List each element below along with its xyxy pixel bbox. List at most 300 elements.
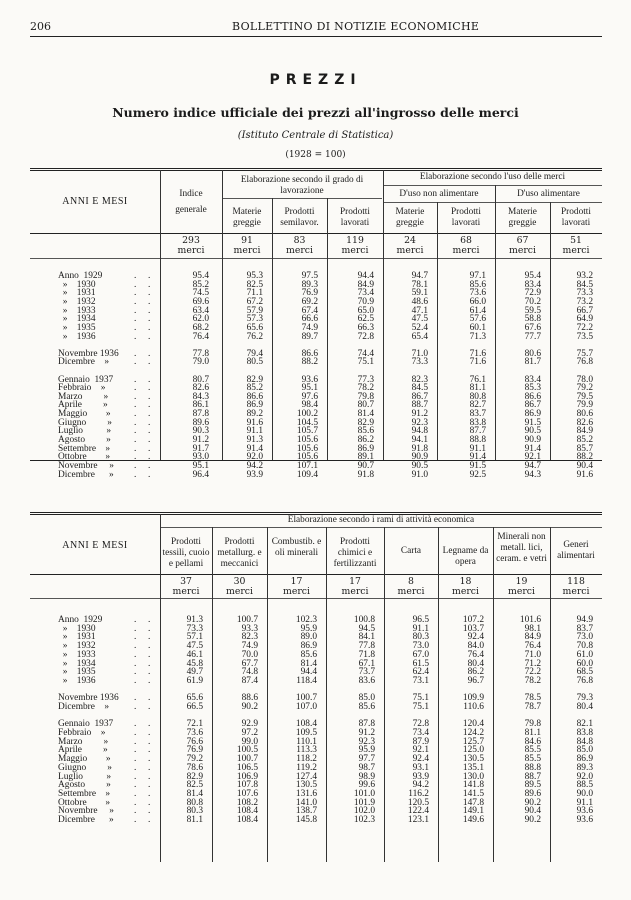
row-leader-dot: . xyxy=(134,623,137,634)
row-leader-dot: . xyxy=(148,615,151,625)
row-label: » 1933 xyxy=(58,305,96,316)
cell-value: 65.0 xyxy=(357,305,374,316)
cell-value: 100.2 xyxy=(296,409,318,420)
cell-value: 71.6 xyxy=(469,357,486,368)
non-food-header: D'uso non alimentare xyxy=(399,189,479,199)
cell-value: 79.8 xyxy=(357,391,374,402)
cell-value: 110.1 xyxy=(296,736,317,747)
cell-value: 88.5 xyxy=(576,780,593,791)
row-label: Ottobre » xyxy=(58,797,111,808)
row-leader-dot: . xyxy=(148,667,151,678)
cell-value: 91.3 xyxy=(186,615,203,625)
cell-value: 90.2 xyxy=(524,797,541,808)
row-leader-dot: . xyxy=(134,271,137,281)
cell-value: 57.3 xyxy=(246,314,263,325)
row-leader-dot: . xyxy=(148,676,151,687)
cell-value: 76.9 xyxy=(186,745,203,756)
cell-value: 75.1 xyxy=(412,693,429,704)
cell-value: 82.3 xyxy=(411,374,428,385)
table-row xyxy=(0,288,631,297)
column-header: Prodotti metallurg. e meccanici xyxy=(217,537,262,569)
row-leader-dot: . xyxy=(134,701,137,712)
cell-value: 130.5 xyxy=(462,754,484,765)
merci-label: merci xyxy=(508,586,535,597)
cell-value: 149.6 xyxy=(462,815,484,826)
merci-label: merci xyxy=(452,245,480,256)
column-header: Prodotti tessili, cuoio e pellami xyxy=(162,537,210,569)
cell-value: 98.9 xyxy=(358,771,375,782)
column-header: Carta xyxy=(400,546,422,556)
cell-value: 130.5 xyxy=(295,780,317,791)
cell-value: 84.9 xyxy=(524,632,541,643)
cell-value: 87.8 xyxy=(192,409,209,420)
cell-value: 84.9 xyxy=(576,426,593,437)
cell-value: 80.6 xyxy=(576,409,593,420)
cell-value: 80.4 xyxy=(576,701,593,712)
cell-value: 91.0 xyxy=(411,469,428,480)
cell-value: 57.1 xyxy=(186,632,203,643)
cell-value: 85.7 xyxy=(576,443,593,454)
cell-value: 101.6 xyxy=(519,615,541,625)
cell-value: 97.1 xyxy=(469,271,486,281)
cell-value: 90.4 xyxy=(576,461,593,471)
cell-value: 52.4 xyxy=(411,322,428,333)
cell-value: 96.7 xyxy=(467,676,484,687)
cell-value: 97.6 xyxy=(301,391,318,402)
source-note: (Istituto Centrale di Statistica) xyxy=(237,130,394,141)
merci-count: 30 xyxy=(233,576,246,587)
merci-label: merci xyxy=(172,586,200,597)
row-leader-dot: . xyxy=(148,649,151,660)
cell-value: 84.0 xyxy=(467,641,484,652)
cell-value: 97.5 xyxy=(301,271,318,281)
column-header: Minerali non metall. lici, ceram. e vetri xyxy=(496,532,547,564)
cell-value: 91.8 xyxy=(357,469,374,480)
cell-value: 70.9 xyxy=(357,296,374,307)
cell-value: 85.2 xyxy=(576,435,593,446)
cell-value: 90.2 xyxy=(524,815,541,826)
cell-value: 83.4 xyxy=(524,374,541,385)
row-label-header: ANNI E MESI xyxy=(62,540,128,551)
cell-value: 73.3 xyxy=(411,357,428,368)
cell-value: 92.9 xyxy=(241,719,258,730)
row-leader-dot: . xyxy=(148,745,151,756)
row-leader-dot: . xyxy=(148,314,151,325)
row-leader-dot: . xyxy=(134,797,137,808)
cell-value: 80.3 xyxy=(186,806,203,817)
cell-value: 90.4 xyxy=(524,806,541,817)
section-title: PREZZI xyxy=(269,72,362,88)
cell-value: 78.7 xyxy=(524,701,541,712)
processing-group-header: Elaborazione secondo il grado di lavorazione xyxy=(240,175,364,196)
cell-value: 72.9 xyxy=(524,288,541,299)
row-leader-dot: . xyxy=(134,736,137,747)
merci-label: merci xyxy=(562,586,590,597)
cell-value: 65.4 xyxy=(411,331,428,342)
cell-value: 85.2 xyxy=(246,383,263,394)
table-row xyxy=(0,676,631,685)
row-leader-dot: . xyxy=(148,271,151,281)
row-leader-dot: . xyxy=(148,461,151,471)
cell-value: 80.6 xyxy=(524,348,541,359)
cell-value: 70.8 xyxy=(576,641,593,652)
row-leader-dot: . xyxy=(148,417,151,428)
cell-value: 65.6 xyxy=(246,322,263,333)
cell-value: 88.8 xyxy=(469,435,486,446)
cell-value: 91.4 xyxy=(246,443,263,454)
row-leader-dot: . xyxy=(134,745,137,756)
cell-value: 109.4 xyxy=(296,469,318,480)
cell-value: 90.9 xyxy=(524,435,541,446)
row-leader-dot: . xyxy=(134,658,137,669)
column-header: Materie greggie xyxy=(395,207,425,228)
row-leader-dot: . xyxy=(134,727,137,738)
cell-value: 78.6 xyxy=(186,762,203,773)
row-label: Dicembre » xyxy=(58,469,114,480)
cell-value: 92.1 xyxy=(524,452,541,463)
cell-value: 71.6 xyxy=(469,348,486,359)
cell-value: 61.9 xyxy=(186,676,203,687)
cell-value: 78.1 xyxy=(411,279,428,290)
cell-value: 131.6 xyxy=(295,788,317,799)
cell-value: 73.4 xyxy=(357,288,374,299)
cell-value: 73.0 xyxy=(576,632,593,643)
row-leader-dot: . xyxy=(148,719,151,730)
row-label: » 1931 xyxy=(58,288,96,299)
table-row xyxy=(0,349,631,358)
cell-value: 75.1 xyxy=(412,701,429,712)
row-label: » 1936 xyxy=(58,331,96,342)
cell-value: 88.8 xyxy=(524,762,541,773)
cell-value: 108.4 xyxy=(236,806,258,817)
row-leader-dot: . xyxy=(134,788,137,799)
table-row xyxy=(0,772,631,781)
row-leader-dot: . xyxy=(148,771,151,782)
cell-value: 78.5 xyxy=(524,693,541,704)
cell-value: 86.9 xyxy=(524,409,541,420)
cell-value: 74.5 xyxy=(192,288,209,299)
cell-value: 93.9 xyxy=(412,771,429,782)
cell-value: 108.4 xyxy=(236,815,258,826)
cell-value: 77.7 xyxy=(524,331,541,342)
table-row xyxy=(0,659,631,668)
cell-value: 85.5 xyxy=(524,754,541,765)
row-leader-dot: . xyxy=(134,400,137,411)
row-label: » 1935 xyxy=(58,667,96,678)
cell-value: 85.2 xyxy=(192,279,209,290)
cell-value: 102.3 xyxy=(295,615,317,625)
cell-value: 92.4 xyxy=(412,754,429,765)
table-row xyxy=(0,745,631,754)
cell-value: 103.7 xyxy=(462,623,484,634)
row-label: Gennaio 1937 xyxy=(58,374,114,385)
cell-value: 62.5 xyxy=(357,314,374,325)
cell-value: 83.7 xyxy=(469,409,486,420)
cell-value: 118.4 xyxy=(296,676,317,687)
cell-value: 76.8 xyxy=(576,676,593,687)
cell-value: 92.5 xyxy=(469,469,486,480)
cell-value: 89.1 xyxy=(357,452,374,463)
row-leader-dot: . xyxy=(134,615,137,625)
cell-value: 91.2 xyxy=(411,409,428,420)
cell-value: 93.6 xyxy=(576,806,593,817)
column-header: Prodotti lavorati xyxy=(561,207,591,228)
use-group-header: Elaborazione secondo l'uso delle merci xyxy=(419,172,566,182)
table-row xyxy=(0,693,631,702)
cell-value: 58.8 xyxy=(524,314,541,325)
table-row xyxy=(0,798,631,807)
cell-value: 73.3 xyxy=(576,288,593,299)
cell-value: 73.4 xyxy=(412,727,429,738)
row-label: Giugno » xyxy=(58,417,112,428)
cell-value: 107.0 xyxy=(295,701,317,712)
cell-value: 70.2 xyxy=(524,296,541,307)
cell-value: 61.4 xyxy=(469,305,486,316)
cell-value: 46.1 xyxy=(186,649,203,660)
cell-value: 116.2 xyxy=(408,788,429,799)
cell-value: 74.4 xyxy=(357,348,374,359)
cell-value: 88.6 xyxy=(241,693,258,704)
cell-value: 82.6 xyxy=(576,417,593,428)
cell-value: 85.6 xyxy=(300,649,317,660)
cell-value: 57.9 xyxy=(246,305,263,316)
merci-count: 83 xyxy=(293,235,306,246)
cell-value: 94.2 xyxy=(246,461,263,471)
row-leader-dot: . xyxy=(148,357,151,368)
cell-value: 89.2 xyxy=(246,409,263,420)
merci-count: 119 xyxy=(346,235,364,246)
row-leader-dot: . xyxy=(148,815,151,826)
row-leader-dot: . xyxy=(134,469,137,480)
table-row xyxy=(0,435,631,444)
cell-value: 48.6 xyxy=(411,296,428,307)
cell-value: 84.6 xyxy=(524,736,541,747)
row-label: Ottobre » xyxy=(58,452,111,463)
row-leader-dot: . xyxy=(134,754,137,765)
cell-value: 82.5 xyxy=(186,780,203,791)
cell-value: 57.6 xyxy=(469,314,486,325)
cell-value: 84.8 xyxy=(576,736,593,747)
row-leader-dot: . xyxy=(134,409,137,420)
cell-value: 87.9 xyxy=(412,736,429,747)
cell-value: 96.5 xyxy=(412,615,429,625)
cell-value: 80.7 xyxy=(192,374,209,385)
cell-value: 80.5 xyxy=(246,357,263,368)
cell-value: 66.3 xyxy=(357,322,374,333)
cell-value: 73.2 xyxy=(576,296,593,307)
cell-value: 72.8 xyxy=(357,331,374,342)
cell-value: 86.9 xyxy=(576,754,593,765)
merci-count: 67 xyxy=(516,235,529,246)
row-leader-dot: . xyxy=(148,435,151,446)
table-row xyxy=(0,763,631,772)
row-leader-dot: . xyxy=(148,322,151,333)
cell-value: 67.7 xyxy=(241,658,258,669)
table-row xyxy=(0,789,631,798)
cell-value: 79.3 xyxy=(576,693,593,704)
cell-value: 86.6 xyxy=(246,391,263,402)
cell-value: 83.8 xyxy=(576,727,593,738)
cell-value: 107.2 xyxy=(462,615,484,625)
cell-value: 71.0 xyxy=(524,649,541,660)
row-leader-dot: . xyxy=(148,443,151,454)
row-leader-dot: . xyxy=(134,632,137,643)
cell-value: 81.1 xyxy=(469,383,486,394)
cell-value: 78.2 xyxy=(357,383,374,394)
cell-value: 71.1 xyxy=(246,288,263,299)
cell-value: 73.6 xyxy=(469,288,486,299)
row-label: » 1930 xyxy=(58,279,96,290)
cell-value: 86.2 xyxy=(357,435,374,446)
row-label: Novembre 1936 xyxy=(58,348,119,359)
cell-value: 108.4 xyxy=(295,719,317,730)
merci-label: merci xyxy=(286,245,313,256)
cell-value: 47.5 xyxy=(186,641,203,652)
cell-value: 86.9 xyxy=(300,641,317,652)
row-label: Aprile » xyxy=(58,400,108,411)
cell-value: 80.4 xyxy=(467,658,484,669)
cell-value: 100.5 xyxy=(236,745,258,756)
cell-value: 67.2 xyxy=(246,296,263,307)
cell-value: 71.2 xyxy=(524,658,541,669)
row-leader-dot: . xyxy=(148,693,151,704)
row-leader-dot: . xyxy=(134,719,137,730)
cell-value: 100.7 xyxy=(236,754,258,765)
cell-value: 105.6 xyxy=(296,435,318,446)
cell-value: 82.5 xyxy=(246,279,263,290)
cell-value: 109.9 xyxy=(462,693,484,704)
cell-value: 79.5 xyxy=(576,391,593,402)
cell-value: 84.1 xyxy=(358,632,375,643)
cell-value: 91.8 xyxy=(411,443,428,454)
row-label: Agosto » xyxy=(58,780,111,791)
cell-value: 113.3 xyxy=(296,745,317,756)
table-row xyxy=(0,641,631,650)
cell-value: 76.6 xyxy=(186,736,203,747)
cell-value: 85.6 xyxy=(358,701,375,712)
table-row xyxy=(0,426,631,435)
row-leader-dot: . xyxy=(134,357,137,368)
cell-value: 87.4 xyxy=(241,676,258,687)
cell-value: 93.0 xyxy=(192,452,209,463)
row-leader-dot: . xyxy=(148,296,151,307)
row-leader-dot: . xyxy=(148,762,151,773)
row-leader-dot: . xyxy=(148,727,151,738)
row-label: Maggio » xyxy=(58,409,111,420)
cell-value: 107.8 xyxy=(236,780,258,791)
row-label: Maggio » xyxy=(58,754,111,765)
row-leader-dot: . xyxy=(134,348,137,359)
cell-value: 68.2 xyxy=(192,322,209,333)
cell-value: 91.6 xyxy=(576,469,593,480)
row-leader-dot: . xyxy=(148,331,151,342)
cell-value: 88.2 xyxy=(301,357,318,368)
cell-value: 85.0 xyxy=(576,745,593,756)
table-row xyxy=(0,306,631,315)
row-leader-dot: . xyxy=(148,632,151,643)
cell-value: 87.7 xyxy=(469,426,486,437)
table-row xyxy=(0,383,631,392)
cell-value: 92.1 xyxy=(412,745,429,756)
row-label: Aprile » xyxy=(58,745,108,756)
cell-value: 130.0 xyxy=(462,771,484,782)
cell-value: 100.7 xyxy=(236,615,258,625)
table-row xyxy=(0,314,631,323)
table-row xyxy=(0,632,631,641)
cell-value: 49.7 xyxy=(186,667,203,678)
cell-value: 91.6 xyxy=(246,417,263,428)
cell-value: 138.7 xyxy=(295,806,317,817)
merci-count: 51 xyxy=(570,235,582,246)
cell-value: 82.6 xyxy=(192,383,209,394)
merci-count: 68 xyxy=(460,235,472,246)
row-label: Dicembre » xyxy=(58,357,110,368)
cell-value: 47.1 xyxy=(411,305,428,316)
cell-value: 93.6 xyxy=(301,374,318,385)
row-leader-dot: . xyxy=(134,322,137,333)
row-leader-dot: . xyxy=(134,305,137,316)
cell-value: 88.7 xyxy=(524,771,541,782)
running-head: BOLLETTINO DI NOTIZIE ECONOMICHE xyxy=(232,20,480,33)
cell-value: 76.9 xyxy=(301,288,318,299)
cell-value: 94.9 xyxy=(576,615,593,625)
cell-value: 76.8 xyxy=(576,357,593,368)
row-label: » 1930 xyxy=(58,623,96,634)
cell-value: 95.4 xyxy=(524,271,541,281)
row-leader-dot: . xyxy=(134,443,137,454)
cell-value: 60.0 xyxy=(576,658,593,669)
row-leader-dot: . xyxy=(148,623,151,634)
cell-value: 66.6 xyxy=(301,314,318,325)
row-label-header: ANNI E MESI xyxy=(62,196,128,207)
cell-value: 88.2 xyxy=(576,452,593,463)
row-leader-dot: . xyxy=(134,374,137,385)
cell-value: 94.7 xyxy=(524,461,541,471)
cell-value: 67.0 xyxy=(412,649,429,660)
row-leader-dot: . xyxy=(134,296,137,307)
column-header: Generi alimentari xyxy=(557,540,595,561)
row-leader-dot: . xyxy=(134,314,137,325)
cell-value: 107.1 xyxy=(296,461,318,471)
merci-count: 293 xyxy=(182,235,200,246)
column-header: Prodotti chimici e fertilizzanti xyxy=(333,537,377,569)
cell-value: 83.6 xyxy=(358,676,375,687)
cell-value: 93.9 xyxy=(246,469,263,480)
row-label: Marzo » xyxy=(58,736,109,747)
cell-value: 94.8 xyxy=(411,426,428,437)
cell-value: 72.2 xyxy=(576,322,593,333)
table-row xyxy=(0,357,631,366)
cell-value: 92.0 xyxy=(246,452,263,463)
cell-value: 106.5 xyxy=(236,762,258,773)
branch-group-header: Elaborazione secondo i rami di attività economica xyxy=(287,515,475,525)
cell-value: 94.2 xyxy=(412,780,429,791)
cell-value: 86.1 xyxy=(192,400,209,411)
cell-value: 106.9 xyxy=(236,771,258,782)
cell-value: 102.0 xyxy=(353,806,375,817)
cell-value: 84.5 xyxy=(576,279,593,290)
row-leader-dot: . xyxy=(148,754,151,765)
cell-value: 66.5 xyxy=(186,701,203,712)
cell-value: 92.4 xyxy=(467,632,484,643)
cell-value: 86.9 xyxy=(357,443,374,454)
row-leader-dot: . xyxy=(148,400,151,411)
row-leader-dot: . xyxy=(134,762,137,773)
table-row xyxy=(0,806,631,815)
merci-label: merci xyxy=(341,586,369,597)
cell-value: 119.2 xyxy=(296,762,317,773)
merci-label: merci xyxy=(341,245,369,256)
